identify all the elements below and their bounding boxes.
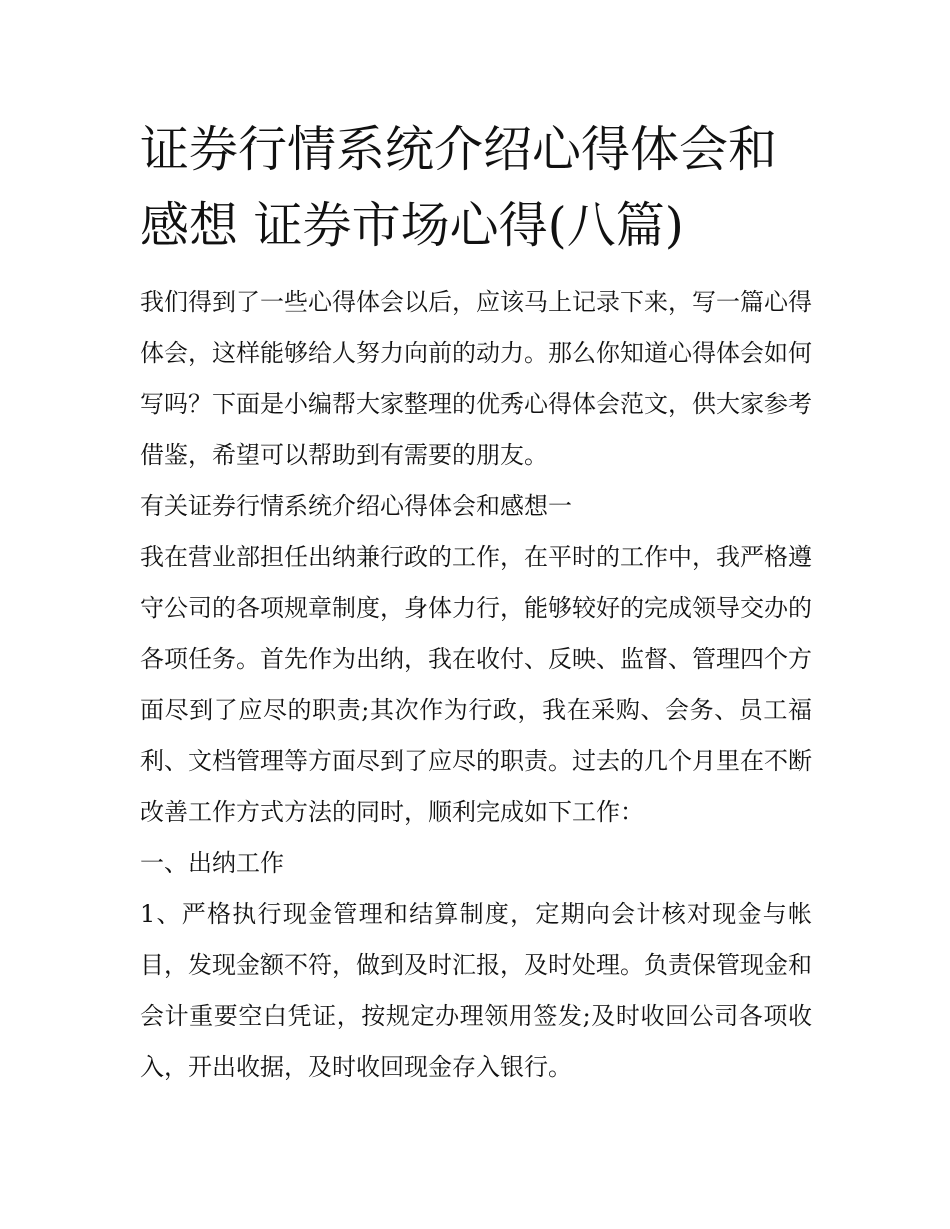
list-item-paragraph: 1、严格执行现金管理和结算制度，定期向会计核对现金与帐目，发现金额不符，做到及时汇报，及时处理。负责保管现金和会计重要空白凭证，按规定办理领用签发;及时收回公司各项收入，开出收据，及时收回现金存入银行。 [140, 900, 812, 1081]
document-title: 证券行情系统介绍心得体会和感想 证券市场心得(八篇) [140, 121, 778, 254]
body-paragraph: 我在营业部担任出纳兼行政的工作，在平时的工作中，我严格遵守公司的各项规章制度，身体力行，能够较好的完成领导交办的各项任务。首先作为出纳，我在收付、反映、监督、管理四个方面尽到了应尽的职责;其次作为行政，我在采购、会务、员工福利、文档管理等方面尽到了应尽的职责。过去的几个月里在不断改善工作方式方法的同时，顺利完成如下工作： [140, 543, 812, 826]
intro-paragraph: 我们得到了一些心得体会以后，应该马上记录下来，写一篇心得体会，这样能够给人努力向前的动力。那么你知道心得体会如何写吗？下面是小编帮大家整理的优秀心得体会范文，供大家参考借鉴，希望可以帮助到有需要的朋友。 [140, 288, 812, 469]
document-body [140, 112, 812, 1093]
section-heading: 有关证券行情系统介绍心得体会和感想一 [140, 492, 572, 520]
subsection-heading: 一、出纳工作 [140, 849, 284, 877]
